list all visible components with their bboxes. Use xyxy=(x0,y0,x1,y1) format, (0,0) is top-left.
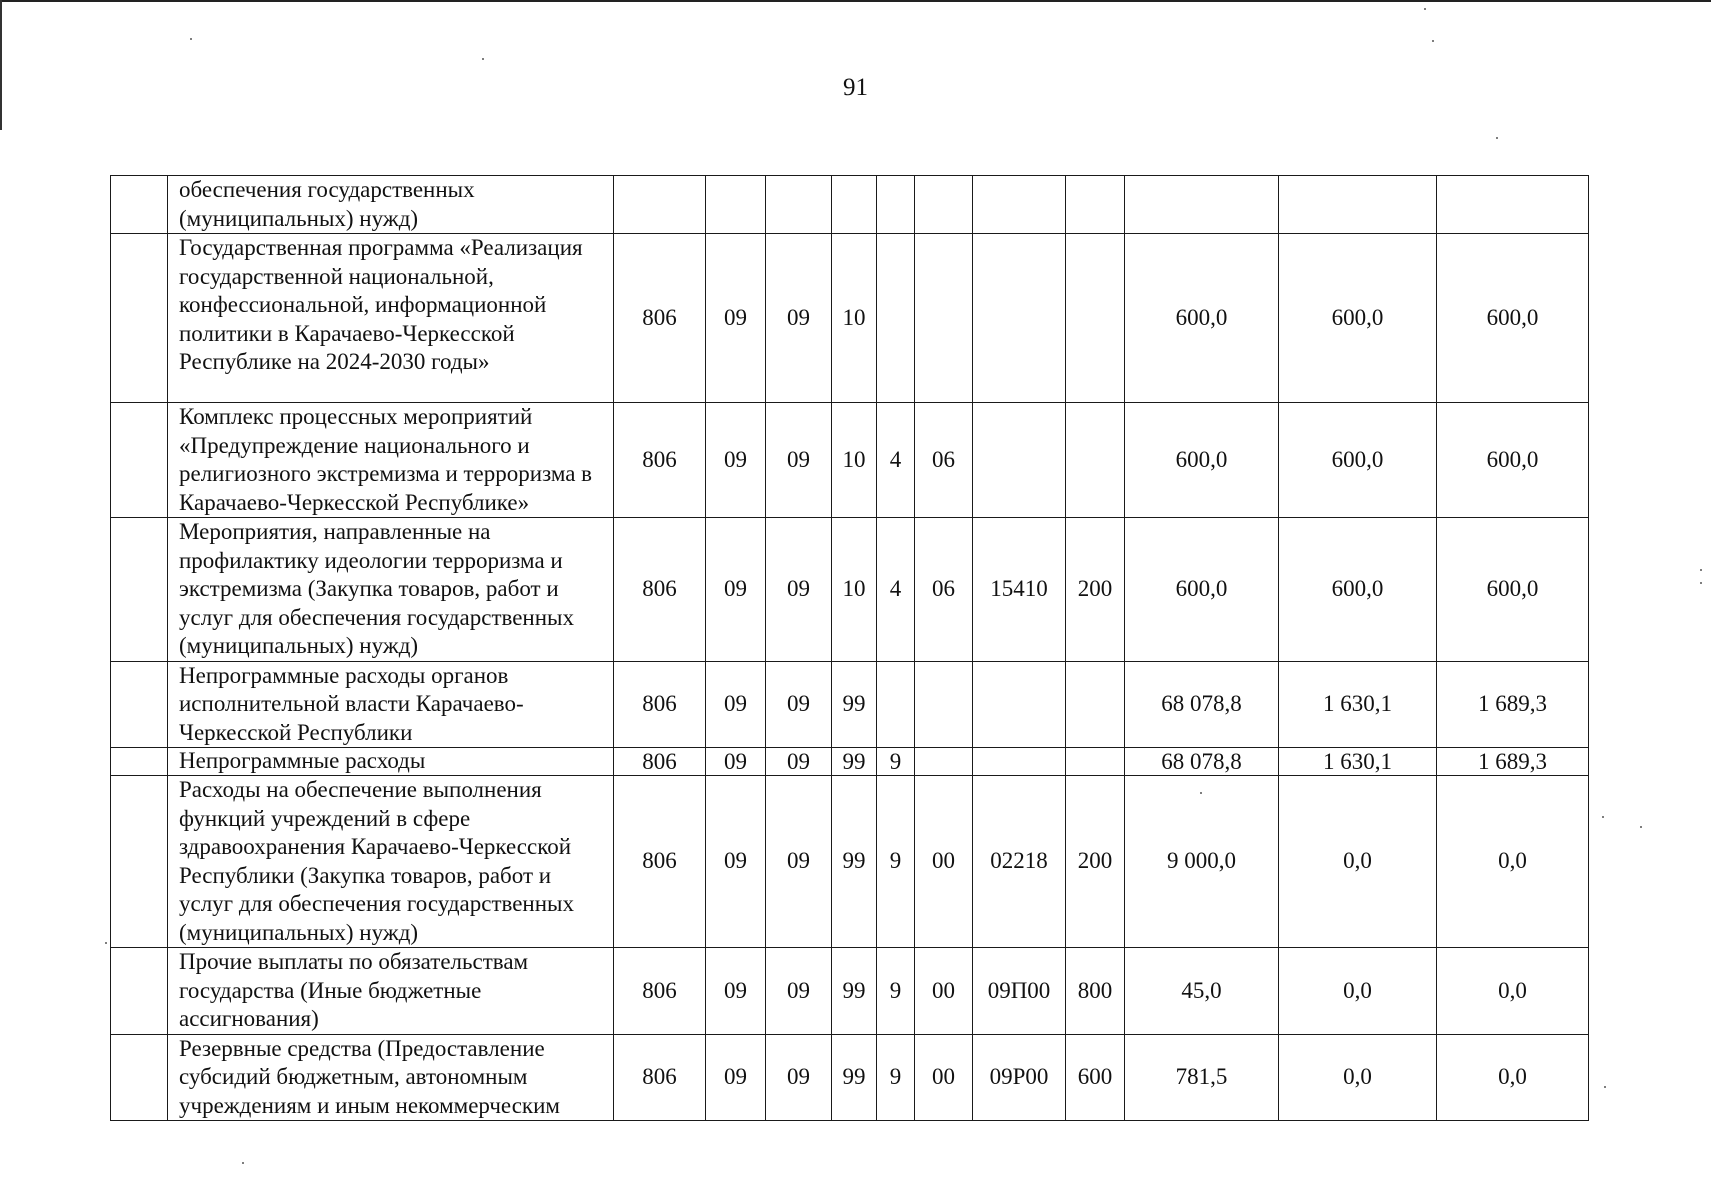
scan-speck xyxy=(1424,8,1426,10)
amount-3-cell xyxy=(1437,176,1589,234)
scan-speck xyxy=(1640,826,1642,828)
code-col-e-cell: 06 xyxy=(915,518,973,662)
code-col-a-cell: 09 xyxy=(706,1034,766,1121)
amount-2-cell: 0,0 xyxy=(1279,776,1437,948)
code-col-a-cell: 09 xyxy=(706,748,766,776)
budget-table xyxy=(110,175,1589,1121)
amount-2-cell: 0,0 xyxy=(1279,1034,1437,1121)
table-row xyxy=(111,661,1589,748)
code-col-b-cell: 09 xyxy=(766,661,832,748)
code-col-b-cell: 09 xyxy=(766,1034,832,1121)
code-col-d-cell: 4 xyxy=(877,403,915,518)
amount-3-cell: 0,0 xyxy=(1437,776,1589,948)
code-806-cell: 806 xyxy=(614,1034,706,1121)
page-number: 91 xyxy=(843,74,868,101)
code-col-g-cell xyxy=(1066,234,1125,403)
code-col-e-cell: 00 xyxy=(915,776,973,948)
code-col-a-cell: 09 xyxy=(706,403,766,518)
code-col-g-cell: 200 xyxy=(1066,776,1125,948)
amount-2-cell: 1 630,1 xyxy=(1279,661,1437,748)
table-row xyxy=(111,234,1589,403)
amount-2-cell: 0,0 xyxy=(1279,948,1437,1035)
table-row xyxy=(111,518,1589,662)
code-col-f-cell: 15410 xyxy=(973,518,1066,662)
amount-1-cell xyxy=(1125,176,1279,234)
code-col-b-cell: 09 xyxy=(766,403,832,518)
code-col-c-cell: 99 xyxy=(832,948,877,1035)
code-col-d-cell: 4 xyxy=(877,518,915,662)
table-row xyxy=(111,176,1589,234)
row-number-cell xyxy=(111,234,168,403)
code-col-a-cell: 09 xyxy=(706,234,766,403)
amount-1-cell: 68 078,8 xyxy=(1125,661,1279,748)
description-cell: Расходы на обеспечение выполнения функций учреждений в сфере здравоохранения Карачаево-Черкесской Республики (Закупка товаров, работ и услуг для обеспечения государственных (муниципальных) нужд) xyxy=(168,776,614,948)
scan-speck xyxy=(1432,40,1434,42)
description-cell: Непрограммные расходы органов исполнительной власти Карачаево-Черкесской Республики xyxy=(168,661,614,748)
row-number-cell xyxy=(111,661,168,748)
code-col-b-cell: 09 xyxy=(766,518,832,662)
scan-speck xyxy=(105,942,107,944)
amount-1-cell: 600,0 xyxy=(1125,403,1279,518)
code-col-c-cell: 10 xyxy=(832,518,877,662)
code-col-b-cell: 09 xyxy=(766,748,832,776)
code-col-g-cell xyxy=(1066,403,1125,518)
code-col-e-cell: 06 xyxy=(915,403,973,518)
code-806-cell: 806 xyxy=(614,403,706,518)
code-col-g-cell: 600 xyxy=(1066,1034,1125,1121)
description-cell: Прочие выплаты по обязательствам государства (Иные бюджетные ассигнования) xyxy=(168,948,614,1035)
row-number-cell xyxy=(111,948,168,1035)
amount-3-cell: 600,0 xyxy=(1437,518,1589,662)
scan-speck xyxy=(482,58,484,60)
table-row xyxy=(111,748,1589,776)
code-col-b-cell xyxy=(766,176,832,234)
scan-speck xyxy=(1200,792,1202,794)
description-cell: обеспечения государственных (муниципальных) нужд) xyxy=(168,176,614,234)
amount-2-cell: 1 630,1 xyxy=(1279,748,1437,776)
row-number-cell xyxy=(111,748,168,776)
code-col-e-cell xyxy=(915,661,973,748)
description-cell: Непрограммные расходы xyxy=(168,748,614,776)
code-col-a-cell: 09 xyxy=(706,948,766,1035)
amount-3-cell: 600,0 xyxy=(1437,403,1589,518)
code-col-g-cell: 800 xyxy=(1066,948,1125,1035)
row-number-cell xyxy=(111,403,168,518)
scan-speck xyxy=(1602,816,1604,818)
code-col-b-cell: 09 xyxy=(766,234,832,403)
table-row xyxy=(111,1034,1589,1121)
code-col-f-cell: 09Р00 xyxy=(973,1034,1066,1121)
scan-speck xyxy=(1604,1086,1606,1088)
amount-2-cell xyxy=(1279,176,1437,234)
row-number-cell xyxy=(111,1034,168,1121)
code-col-e-cell: 00 xyxy=(915,948,973,1035)
code-col-c-cell: 99 xyxy=(832,1034,877,1121)
code-col-c-cell: 10 xyxy=(832,234,877,403)
code-col-f-cell xyxy=(973,661,1066,748)
table-row xyxy=(111,776,1589,948)
code-col-c-cell xyxy=(832,176,877,234)
code-col-a-cell: 09 xyxy=(706,518,766,662)
code-col-e-cell xyxy=(915,748,973,776)
code-col-b-cell: 09 xyxy=(766,776,832,948)
table-row xyxy=(111,403,1589,518)
amount-1-cell: 600,0 xyxy=(1125,518,1279,662)
code-col-f-cell xyxy=(973,234,1066,403)
row-number-cell xyxy=(111,176,168,234)
code-col-c-cell: 99 xyxy=(832,661,877,748)
amount-3-cell: 1 689,3 xyxy=(1437,661,1589,748)
code-col-f-cell: 02218 xyxy=(973,776,1066,948)
code-806-cell: 806 xyxy=(614,661,706,748)
code-col-a-cell: 09 xyxy=(706,776,766,948)
code-col-e-cell xyxy=(915,176,973,234)
code-col-d-cell xyxy=(877,176,915,234)
code-col-f-cell xyxy=(973,176,1066,234)
scan-speck xyxy=(242,1162,244,1164)
amount-1-cell: 600,0 xyxy=(1125,234,1279,403)
code-col-c-cell: 10 xyxy=(832,403,877,518)
code-806-cell: 806 xyxy=(614,948,706,1035)
description-cell: Резервные средства (Предоставление субсидий бюджетным, автономным учреждениям и иным некоммерческим xyxy=(168,1034,614,1121)
code-col-g-cell xyxy=(1066,661,1125,748)
amount-2-cell: 600,0 xyxy=(1279,403,1437,518)
amount-2-cell: 600,0 xyxy=(1279,518,1437,662)
table-body xyxy=(111,176,1589,1121)
amount-1-cell: 68 078,8 xyxy=(1125,748,1279,776)
scan-speck xyxy=(1700,569,1702,571)
code-col-d-cell: 9 xyxy=(877,1034,915,1121)
code-806-cell xyxy=(614,176,706,234)
code-col-e-cell xyxy=(915,234,973,403)
code-806-cell: 806 xyxy=(614,234,706,403)
code-col-d-cell: 9 xyxy=(877,948,915,1035)
row-number-cell xyxy=(111,776,168,948)
code-806-cell: 806 xyxy=(614,748,706,776)
amount-3-cell: 0,0 xyxy=(1437,1034,1589,1121)
scan-speck xyxy=(1700,582,1702,584)
amount-3-cell: 600,0 xyxy=(1437,234,1589,403)
code-col-d-cell: 9 xyxy=(877,748,915,776)
amount-1-cell: 45,0 xyxy=(1125,948,1279,1035)
code-col-f-cell xyxy=(973,748,1066,776)
scan-speck xyxy=(190,38,192,40)
amount-2-cell: 600,0 xyxy=(1279,234,1437,403)
code-col-g-cell xyxy=(1066,176,1125,234)
code-col-c-cell: 99 xyxy=(832,776,877,948)
table-row xyxy=(111,948,1589,1035)
code-col-f-cell xyxy=(973,403,1066,518)
amount-1-cell: 781,5 xyxy=(1125,1034,1279,1121)
code-col-a-cell xyxy=(706,176,766,234)
code-col-d-cell xyxy=(877,661,915,748)
row-number-cell xyxy=(111,518,168,662)
code-col-e-cell: 00 xyxy=(915,1034,973,1121)
description-cell: Комплекс процессных мероприятий «Предупреждение национального и религиозного экстремизма и терроризма в Карачаево-Черкесской Республике» xyxy=(168,403,614,518)
code-col-b-cell: 09 xyxy=(766,948,832,1035)
code-col-d-cell xyxy=(877,234,915,403)
description-cell: Государственная программа «Реализация государственной национальной, конфессиональной, информационной политики в Карачаево-Черкесской Республике на 2024-2030 годы» xyxy=(168,234,614,403)
scan-edge-top xyxy=(0,0,1711,2)
code-col-g-cell xyxy=(1066,748,1125,776)
code-806-cell: 806 xyxy=(614,776,706,948)
code-col-c-cell: 99 xyxy=(832,748,877,776)
code-col-d-cell: 9 xyxy=(877,776,915,948)
code-col-f-cell: 09П00 xyxy=(973,948,1066,1035)
amount-1-cell: 9 000,0 xyxy=(1125,776,1279,948)
scan-speck xyxy=(1496,137,1498,139)
amount-3-cell: 0,0 xyxy=(1437,948,1589,1035)
code-col-g-cell: 200 xyxy=(1066,518,1125,662)
scan-edge-left xyxy=(0,0,2,130)
amount-3-cell: 1 689,3 xyxy=(1437,748,1589,776)
code-col-a-cell: 09 xyxy=(706,661,766,748)
description-cell: Мероприятия, направленные на профилактику идеологии терроризма и экстремизма (Закупка товаров, работ и услуг для обеспечения государственных (муниципальных) нужд) xyxy=(168,518,614,662)
code-806-cell: 806 xyxy=(614,518,706,662)
